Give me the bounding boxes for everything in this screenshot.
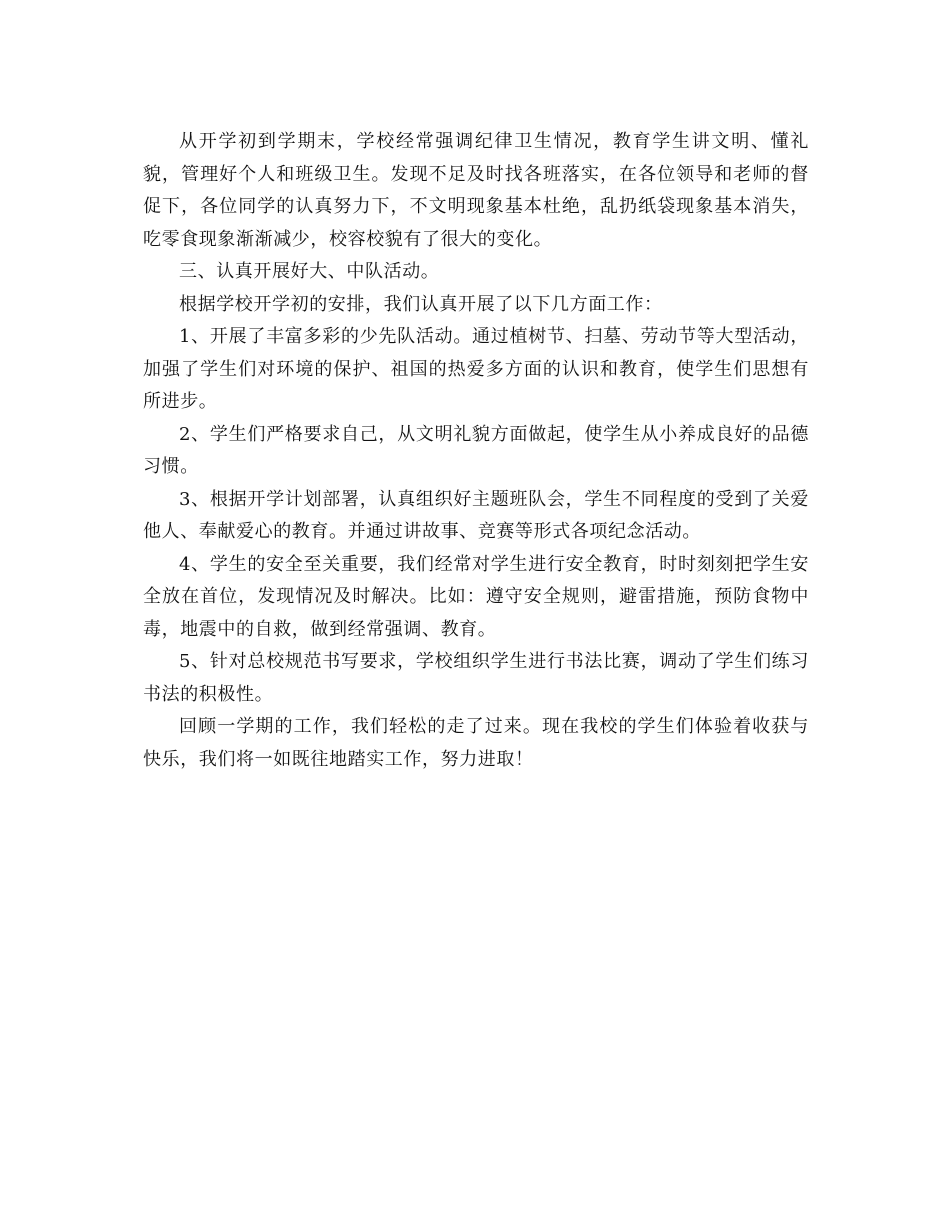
paragraph-discipline-hygiene: 从开学初到学期末，学校经常强调纪律卫生情况，教育学生讲文明、懂礼貌，管理好个人和班级卫生。发现不足及时找各班落实，在各位领导和老师的督促下，各位同学的认真努力下，不文明现象基本杜绝，乱扔纸袋现象基本消失，吃零食现象渐渐减少，校容校貌有了很大的变化。	[143, 131, 809, 250]
list-item-5: 5、针对总校规范书写要求，学校组织学生进行书法比赛，调动了学生们练习书法的积极性。	[143, 651, 809, 705]
paragraph-arrangement-intro: 根据学校开学初的安排，我们认真开展了以下几方面工作：	[179, 293, 663, 315]
section-heading-activities: 三、认真开展好大、中队活动。	[179, 261, 440, 282]
list-item-1: 1、开展了丰富多彩的少先队活动。通过植树节、扫墓、劳动节等大型活动，加强了学生们对环境的保护、祖国的热爱多方面的认识和教育，使学生们思想有所进步。	[143, 326, 809, 412]
paragraph-conclusion: 回顾一学期的工作，我们轻松的走了过来。现在我校的学生们体验着收获与快乐，我们将一如既往地踏实工作，努力进取！	[143, 716, 809, 770]
list-item-3: 3、根据开学计划部署，认真组织好主题班队会，学生不同程度的受到了关爱他人、奉献爱心的教育。并通过讲故事、竞赛等形式各项纪念活动。	[143, 488, 809, 542]
document-body	[143, 126, 809, 776]
list-item-4: 4、学生的安全至关重要，我们经常对学生进行安全教育，时时刻刻把学生安全放在首位，发现情况及时解决。比如：遵守安全规则，避雷措施，预防食物中毒，地震中的自救，做到经常强调、教育。	[143, 553, 809, 640]
list-item-2: 2、学生们严格要求自己，从文明礼貌方面做起，使学生从小养成良好的品德习惯。	[143, 423, 809, 477]
